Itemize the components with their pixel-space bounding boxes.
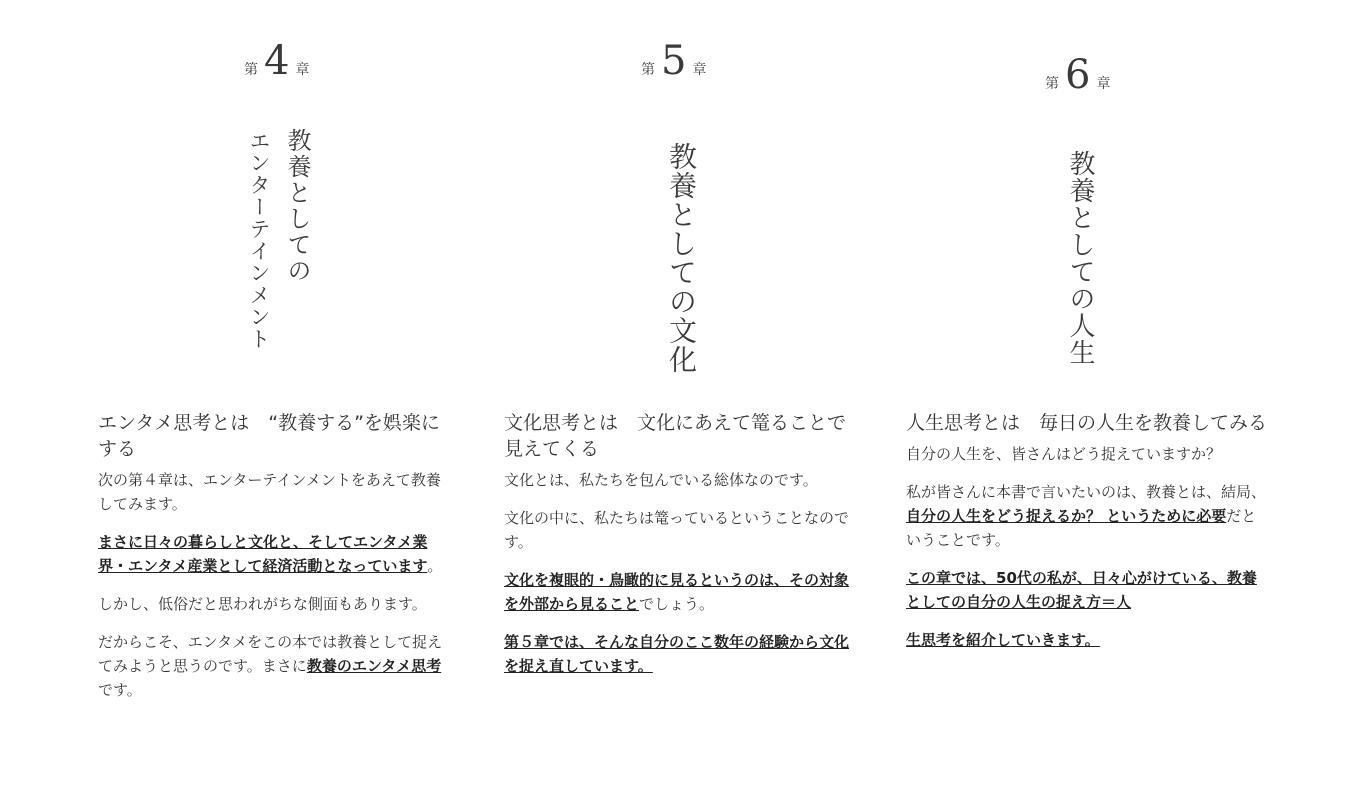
chapter-4-heading: エンタメ思考とは “教養する”を娯楽にする [98,412,440,460]
chapter-4-column [98,410,454,716]
chapter-6-para-4 [906,628,1268,652]
chapter-prefix: 第 [1045,76,1059,92]
chapter-num: 6 [1065,52,1091,98]
chapter-prefix: 第 [244,62,258,78]
emphasis: まさに日々の暮らしと文化と、そしてエンタメ業界・エンタメ産業として経済活動となっています [98,533,428,575]
chapter-suffix: 章 [1096,76,1111,92]
chapter-num: 5 [661,38,687,84]
emphasis: 教養のエンタメ思考 [306,657,442,675]
chapter-6-heading: 人生思考とは 毎日の人生を教養してみる [906,412,1268,434]
chapter-6-column [906,410,1268,666]
chapter-num: 4 [264,38,290,84]
chapter-4-para-1: 次の第４章は、エンターテインメントをあえて教養してみます。 [98,471,441,513]
chapter-5-para-3: 文化を複眼的・鳥瞰的に見るというのは、その対象を外部から見ることでしょう。 [504,571,850,613]
chapter-5-number [641,38,706,84]
chapter-suffix: 章 [692,62,707,78]
chapter-5-column [504,410,860,692]
emphasis: 第５章では、そんな自分のここ数年の経験から文化を捉え直しています。 [504,633,850,675]
emphasis: 生思考を紹介していきます。 [906,631,1100,649]
chapter-6-number [1045,52,1110,98]
chapter-4-para-2: まさに日々の暮らしと文化と、そしてエンタメ業界・エンタメ産業として経済活動となっています。 [98,533,443,575]
emphasis: 自分の人生をどう捉えるか？ というために必要 [906,507,1227,525]
chapter-6-vertical-title: 教養としての人生 [1065,150,1095,366]
chapter-4-vertical-title-b: エンターテインメント [247,130,271,350]
chapter-5-vertical-title: 教養としての文化 [665,142,698,374]
chapter-6-para-3 [906,566,1268,614]
chapter-4-number [244,38,309,84]
emphasis: この章では、50代の私が、日々心がけている、教養としての自分の人生の捉え方＝人 [906,569,1257,611]
chapter-5-para-4 [504,630,860,678]
chapter-prefix: 第 [641,62,655,78]
chapter-4-para-4: だからこそ、エンタメをこの本では教養として捉えてみようと思うのです。まさに教養のエンタメ思考です。 [98,633,443,699]
chapter-5-heading: 文化思考とは 文化にあえて篭ることで見えてくる [504,412,847,460]
chapter-5-para-2: 文化の中に、私たちは篭っているということなのです。 [504,509,850,551]
emphasis: 文化を複眼的・鳥瞰的に見るというのは、その対象を外部から見ること [504,571,850,613]
chapter-4-vertical-title-a: 教養としての [283,128,311,284]
chapter-suffix: 章 [295,62,310,78]
chapter-6-para-2: 私が皆さんに本書で言いたいのは、教養とは、結局、自分の人生をどう捉えるか？ というために必要だということです。 [906,483,1267,549]
chapter-5-para-1: 文化とは、私たちを包んでいる総体なのです。 [504,471,818,489]
chapter-4-para-3: しかし、低俗だと思われがちな側面もあります。 [98,595,427,613]
chapter-6-para-1: 自分の人生を、皆さんはどう捉えていますか？ [906,445,1222,463]
